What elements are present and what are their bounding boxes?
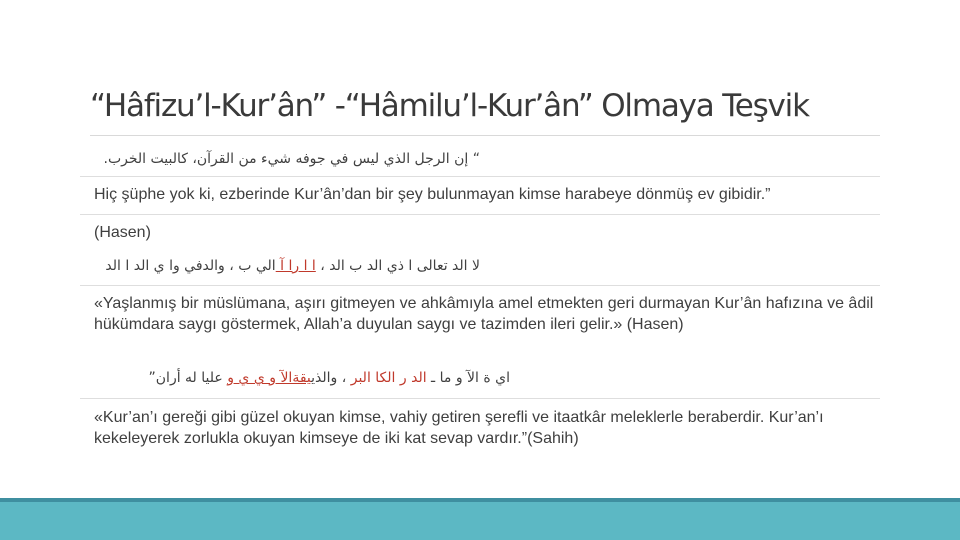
turkish-translation-1: Hiç şüphe yok ki, ezberinde Kur’ân’dan bir şey bulunmayan kimse harabeye dönmüş ev gibidir.” (94, 186, 771, 203)
footer-accent-bar (0, 498, 960, 540)
arabic-quote-2-part-b: الي ب ، والدفي وا ي الد ا الد (105, 258, 276, 274)
source-label-1: (Hasen) (94, 224, 151, 241)
arabic-quote-2-highlight: ا ا را آ (275, 258, 316, 274)
footer-accent-edge (0, 498, 960, 502)
divider-4 (80, 398, 880, 399)
divider-1 (80, 176, 880, 177)
arabic-quote-2-part-a: لا الد تعالى ا ذي الد ب الد ، (315, 258, 480, 274)
arabic-quote-3 (94, 370, 510, 386)
arabic-quote-2 (70, 258, 480, 274)
slide-title: “Hâfizu’l-Kur’ân” -“Hâmilu’l-Kur’ân” Olmaya Teşvik (90, 88, 809, 124)
turkish-translation-3: «Kur’an’ı gereği gibi güzel okuyan kimse, vahiy getiren şerefli ve itaatkâr meleklerle beraberdir. Kur’an’ı kekeleyerek zorlukla okuyan kimseye de iki kat sevap vardır.”(Sahih) (94, 409, 824, 447)
divider-2 (80, 214, 880, 215)
arabic-quote-3-part-b: ، والذي (311, 370, 351, 386)
arabic-quote-3-part-c: عليا له أران” (148, 370, 228, 386)
divider-3 (80, 285, 880, 286)
arabic-quote-3-highlight-2: يقةالآ و ي ي و (227, 370, 312, 386)
arabic-quote-3-part-a: اي ة الآ و ما ـ (426, 370, 510, 386)
title-divider (90, 135, 880, 136)
turkish-translation-2: «Yaşlanmış bir müslümana, aşırı gitmeyen ve ahkâmıyla amel etmekten geri durmayan Kur’ân hafızına ve âdil hükümdara saygı göstermek, Allah’a duyulan saygı ve tazimden ileri gelir.» (Hasen) (94, 295, 874, 333)
arabic-quote-1: “ إن الرجل الذي ليس في جوفه شيء من القرآن، كالبيت الخرب. (103, 151, 480, 167)
arabic-quote-3-highlight: الد ر الكا البر (350, 370, 427, 386)
